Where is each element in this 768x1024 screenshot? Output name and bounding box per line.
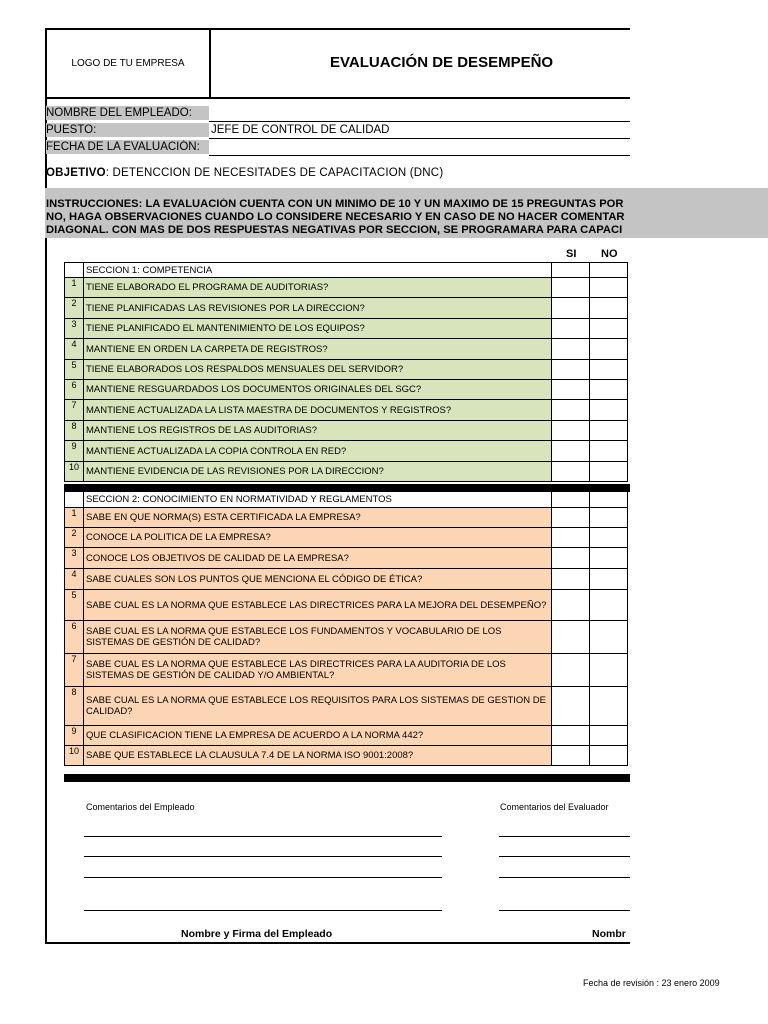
section2-table <box>64 491 628 766</box>
section1-header-no-cell <box>590 263 628 278</box>
answer-yes-cell[interactable] <box>552 746 590 766</box>
employee-signature-label: Nombre y Firma del Empleado <box>181 928 333 940</box>
evaluator-comment-line[interactable] <box>499 877 630 878</box>
answer-yes-cell[interactable] <box>552 441 590 462</box>
question-number: 5 <box>65 360 84 380</box>
question-text: SABE CUALES SON LOS PUNTOS QUE MENCIONA EL CÓDIGO DE ÉTICA? <box>84 569 552 590</box>
answer-no-cell[interactable] <box>590 319 628 339</box>
objective <box>46 167 443 179</box>
answer-yes-cell[interactable] <box>552 421 590 441</box>
question-row <box>65 590 628 621</box>
answer-no-cell[interactable] <box>590 621 628 654</box>
employee-comment-line[interactable] <box>84 836 442 837</box>
question-number: 10 <box>65 462 84 482</box>
question-text: SABE CUAL ES LA NORMA QUE ESTABLECE LAS DIRECTRICES PARA LA MEJORA DEL DESEMPEÑO? <box>84 590 552 621</box>
question-text: TIENE ELABORADOS LOS RESPALDOS MENSUALES DEL SERVIDOR? <box>84 360 552 380</box>
question-row <box>65 278 628 298</box>
question-number: 3 <box>65 319 84 339</box>
position-line <box>209 138 630 139</box>
answer-yes-cell[interactable] <box>552 569 590 590</box>
instructions-line-2: NO, HAGA OBSERVACIONES CUANDO LO CONSIDERE NECESARIO Y EN CASO DE NO HACER COMENTAR <box>46 211 625 223</box>
question-number: 6 <box>65 621 84 654</box>
answer-yes-cell[interactable] <box>552 462 590 482</box>
answer-yes-cell[interactable] <box>552 339 590 360</box>
answer-no-cell[interactable] <box>590 400 628 421</box>
question-text: MANTIENE EN ORDEN LA CARPETA DE REGISTROS? <box>84 339 552 360</box>
question-row <box>65 360 628 380</box>
question-text: CONOCE LA POLITICA DE LA EMPRESA? <box>84 528 552 548</box>
evaluator-comments-label: Comentarios del Evaluador <box>500 802 609 812</box>
answer-no-cell[interactable] <box>590 528 628 548</box>
section2-header-yes-cell <box>552 492 590 508</box>
answer-yes-cell[interactable] <box>552 360 590 380</box>
employee-comment-line[interactable] <box>84 877 442 878</box>
question-row <box>65 400 628 421</box>
evaluator-signature-label: Nombr <box>592 928 626 940</box>
column-header-yes: SI <box>566 248 577 260</box>
column-header-no: NO <box>601 248 618 260</box>
evaluator-comment-line[interactable] <box>499 836 630 837</box>
company-logo-placeholder: LOGO DE TU EMPRESA <box>71 58 185 69</box>
answer-yes-cell[interactable] <box>552 621 590 654</box>
question-row <box>65 687 628 726</box>
form-frame-left <box>45 28 47 944</box>
form-frame-top <box>45 28 630 30</box>
question-row <box>65 528 628 548</box>
section1-header-num-cell <box>65 263 84 278</box>
answer-no-cell[interactable] <box>590 726 628 746</box>
question-row <box>65 621 628 654</box>
position-value[interactable]: JEFE DE CONTROL DE CALIDAD <box>211 124 390 136</box>
evaluator-signature-line[interactable] <box>499 910 630 911</box>
question-text: SABE CUAL ES LA NORMA QUE ESTABLECE LAS DIRECTRICES PARA LA AUDITORIA DE LOS SISTEMAS DE GESTIÓN DE CALIDAD Y/O AMBIENTAL? <box>84 654 552 687</box>
question-number: 7 <box>65 654 84 687</box>
instructions-line-1: INSTRUCCIONES: LA EVALUACIÓN CUENTA CON UN MINIMO DE 10 Y UN MAXIMO DE 15 PREGUNTAS POR <box>46 198 624 210</box>
question-text: MANTIENE ACTUALIZADA LA COPIA CONTROLA EN RED? <box>84 441 552 462</box>
logo-divider <box>209 28 211 98</box>
objective-label: OBJETIVO <box>46 167 106 179</box>
evaluation-date-line <box>209 155 630 156</box>
answer-no-cell[interactable] <box>590 339 628 360</box>
answer-no-cell[interactable] <box>590 298 628 319</box>
answer-yes-cell[interactable] <box>552 278 590 298</box>
question-number: 1 <box>65 508 84 528</box>
question-text: TIENE PLANIFICADO EL MANTENIMIENTO DE LOS EQUIPOS? <box>84 319 552 339</box>
section2-header-no-cell <box>590 492 628 508</box>
answer-yes-cell[interactable] <box>552 548 590 569</box>
question-row <box>65 746 628 766</box>
evaluation-date-label: FECHA DE LA EVALUACIÓN: <box>46 140 209 154</box>
question-text: SABE EN QUE NORMA(S) ESTA CERTIFICADA LA EMPRESA? <box>84 508 552 528</box>
question-row <box>65 654 628 687</box>
answer-no-cell[interactable] <box>590 278 628 298</box>
question-text: MANTIENE EVIDENCIA DE LAS REVISIONES POR LA DIRECCION? <box>84 462 552 482</box>
answer-yes-cell[interactable] <box>552 726 590 746</box>
question-row <box>65 380 628 400</box>
question-number: 4 <box>65 569 84 590</box>
answer-yes-cell[interactable] <box>552 687 590 726</box>
answer-yes-cell[interactable] <box>552 380 590 400</box>
answer-yes-cell[interactable] <box>552 590 590 621</box>
question-number: 9 <box>65 726 84 746</box>
question-number: 7 <box>65 400 84 421</box>
question-row <box>65 569 628 590</box>
question-row <box>65 548 628 569</box>
answer-no-cell[interactable] <box>590 508 628 528</box>
form-frame-bottom <box>45 942 630 944</box>
question-row <box>65 462 628 482</box>
question-row <box>65 319 628 339</box>
section2-header-num-cell <box>65 492 84 508</box>
question-number: 2 <box>65 298 84 319</box>
employee-name-line <box>209 121 630 122</box>
answer-no-cell[interactable] <box>590 654 628 687</box>
instructions-line-3: DIAGONAL. CON MAS DE DOS RESPUESTAS NEGATIVAS POR SECCION, SE PROGRAMARA PARA CAPACI <box>46 224 623 236</box>
question-text: SABE CUAL ES LA NORMA QUE ESTABLECE LOS REQUISITOS PARA LOS SISTEMAS DE GESTION DE CALIDAD? <box>84 687 552 726</box>
revision-date: Fecha de revisión : 23 enero 2009 <box>583 978 720 988</box>
answer-no-cell[interactable] <box>590 421 628 441</box>
answer-no-cell[interactable] <box>590 569 628 590</box>
answer-no-cell[interactable] <box>590 360 628 380</box>
question-text: QUE CLASIFICACION TIENE LA EMPRESA DE ACUERDO A LA NORMA 442? <box>84 726 552 746</box>
section2-title: SECCION 2: CONOCIMIENTO EN NORMATIVIDAD Y REGLAMENTOS <box>84 492 552 508</box>
position-label: PUESTO: <box>46 123 209 137</box>
answer-no-cell[interactable] <box>590 746 628 766</box>
question-text: MANTIENE ACTUALIZADA LA LISTA MAESTRA DE DOCUMENTOS Y REGISTROS? <box>84 400 552 421</box>
answer-no-cell[interactable] <box>590 462 628 482</box>
question-row <box>65 339 628 360</box>
section1-title: SECCION 1: COMPETENCIA <box>84 263 552 278</box>
page-title: EVALUACIÓN DE DESEMPEÑO <box>330 54 554 71</box>
answer-no-cell[interactable] <box>590 548 628 569</box>
answer-yes-cell[interactable] <box>552 528 590 548</box>
answer-yes-cell[interactable] <box>552 508 590 528</box>
question-number: 10 <box>65 746 84 766</box>
question-text: SABE CUAL ES LA NORMA QUE ESTABLECE LOS FUNDAMENTOS Y VOCABULARIO DE LOS SISTEMAS DE GESTIÓN DE CALIDAD? <box>84 621 552 654</box>
question-number: 8 <box>65 421 84 441</box>
question-text: MANTIENE RESGUARDADOS LOS DOCUMENTOS ORIGINALES DEL SGC? <box>84 380 552 400</box>
question-text: TIENE PLANIFICADAS LAS REVISIONES POR LA DIRECCION? <box>84 298 552 319</box>
employee-name-label: NOMBRE DEL EMPLEADO: <box>46 106 209 120</box>
section1-header-row <box>65 263 628 278</box>
employee-comment-line[interactable] <box>84 856 442 857</box>
answer-yes-cell[interactable] <box>552 319 590 339</box>
question-number: 5 <box>65 590 84 621</box>
question-number: 4 <box>65 339 84 360</box>
question-row <box>65 726 628 746</box>
question-number: 2 <box>65 528 84 548</box>
answer-yes-cell[interactable] <box>552 298 590 319</box>
section1-table <box>64 262 628 482</box>
question-number: 1 <box>65 278 84 298</box>
question-row <box>65 508 628 528</box>
instructions-box <box>45 188 768 238</box>
question-row <box>65 441 628 462</box>
question-row <box>65 421 628 441</box>
question-text: MANTIENE LOS REGISTROS DE LAS AUDITORIAS? <box>84 421 552 441</box>
question-number: 6 <box>65 380 84 400</box>
question-text: TIENE ELABORADO EL PROGRAMA DE AUDITORIAS? <box>84 278 552 298</box>
question-text: CONOCE LOS OBJETIVOS DE CALIDAD DE LA EMPRESA? <box>84 548 552 569</box>
employee-comments-label: Comentarios del Empleado <box>86 802 195 812</box>
question-number: 9 <box>65 441 84 462</box>
answer-yes-cell[interactable] <box>552 400 590 421</box>
question-number: 8 <box>65 687 84 726</box>
answer-no-cell[interactable] <box>590 441 628 462</box>
section2-header-row <box>65 492 628 508</box>
answer-no-cell[interactable] <box>590 380 628 400</box>
section2-divider <box>64 774 630 782</box>
evaluator-comment-line[interactable] <box>499 856 630 857</box>
answer-no-cell[interactable] <box>590 590 628 621</box>
objective-text: : DETENCCION DE NECESITADES DE CAPACITACION (DNC) <box>105 167 444 179</box>
employee-signature-line[interactable] <box>84 910 442 911</box>
question-text: SABE QUE ESTABLECE LA CLAUSULA 7.4 DE LA NORMA ISO 9001:2008? <box>84 746 552 766</box>
answer-yes-cell[interactable] <box>552 654 590 687</box>
question-row <box>65 298 628 319</box>
question-number: 3 <box>65 548 84 569</box>
header-divider <box>45 97 630 99</box>
answer-no-cell[interactable] <box>590 687 628 726</box>
section1-header-yes-cell <box>552 263 590 278</box>
